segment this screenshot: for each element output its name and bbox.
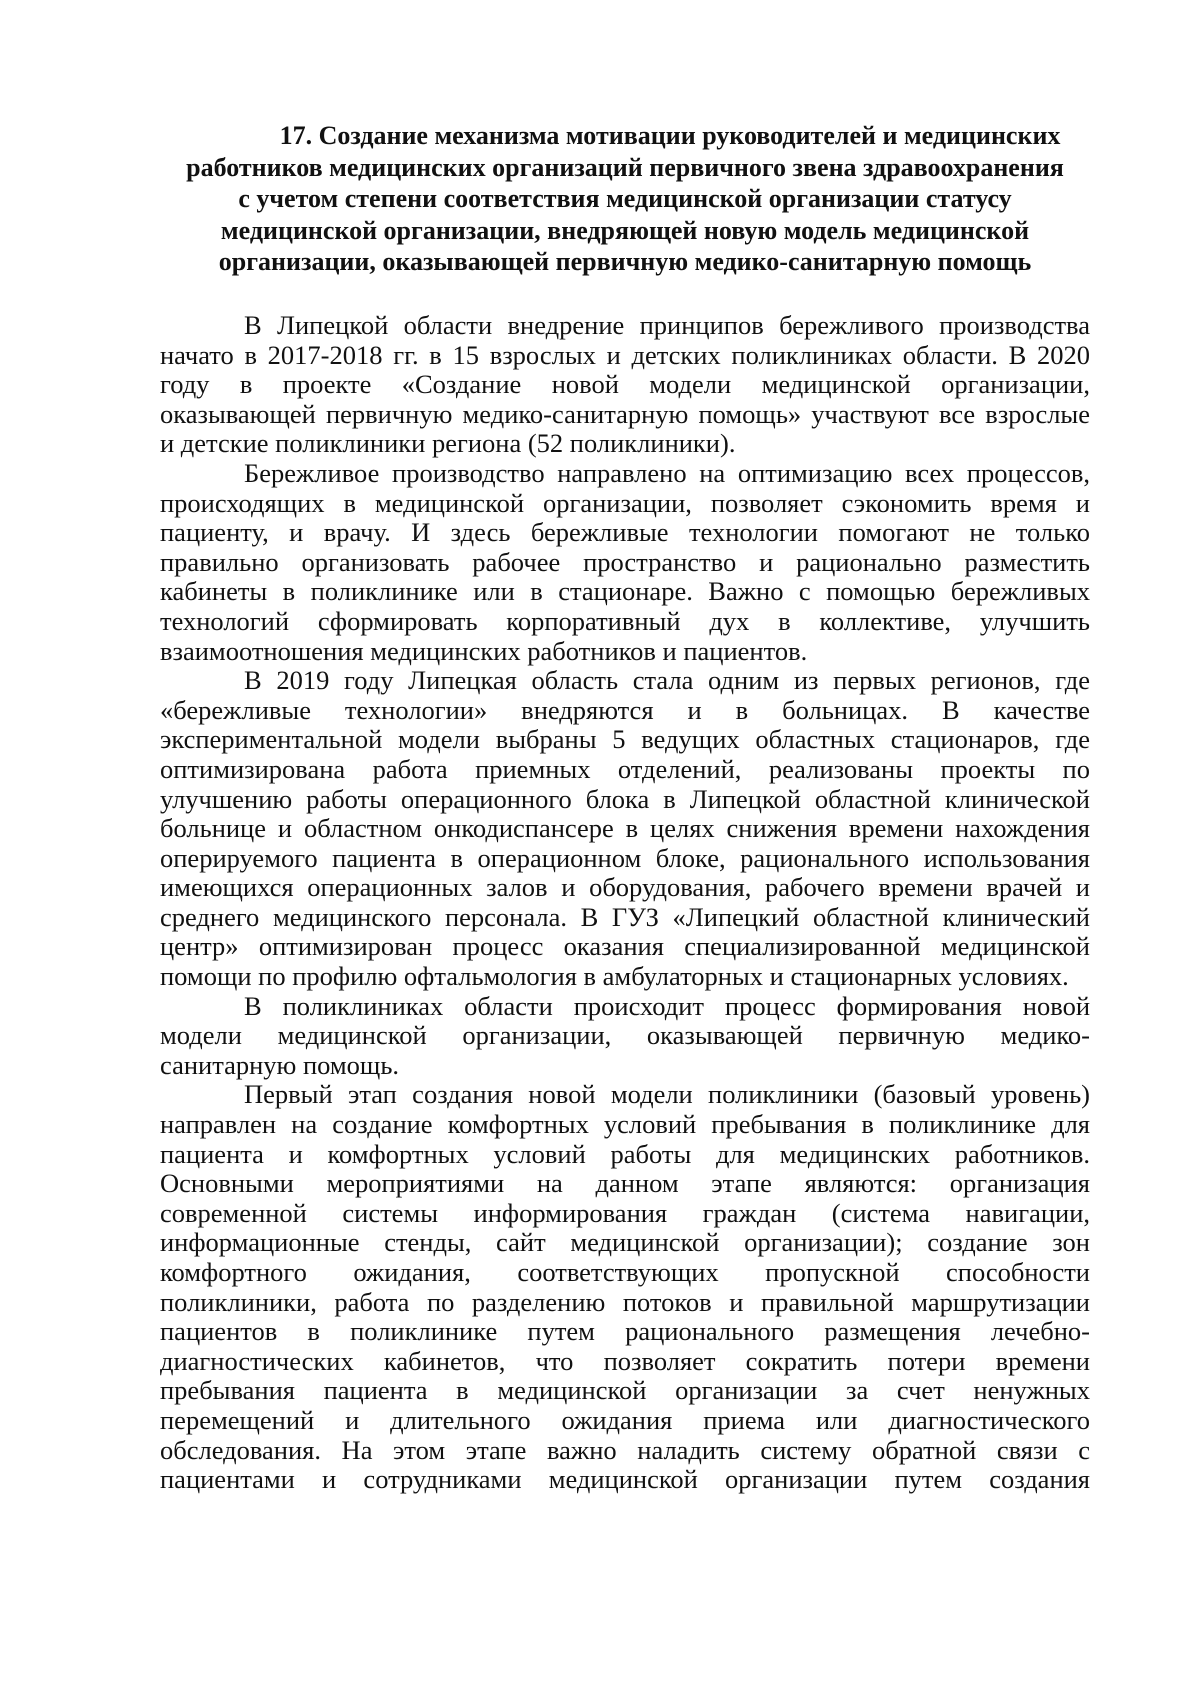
paragraph-line: центр» оптимизирован процесс оказания специализированной медицинской: [160, 931, 1090, 962]
paragraph-line: В Липецкой области внедрение принципов бережливого производства: [244, 310, 1090, 340]
heading-line: медицинской организации, внедряющей новую модель медицинской: [220, 215, 1030, 245]
paragraph-line: среднего медицинского персонала. В ГУЗ «Липецкий областной клинический: [160, 901, 1090, 932]
paragraph-line: Основными мероприятиями на данном этапе являются: организация: [160, 1168, 1090, 1199]
paragraph-line: оптимизирована работа приемных отделений, реализованы проекты по: [160, 753, 1090, 784]
paragraph-line: пациентов в поликлинике путем рационального размещения лечебно-: [160, 1316, 1090, 1347]
body-paragraph: [160, 992, 1090, 1081]
paragraph-line: взаимоотношения медицинских работников и пациентов.: [160, 635, 808, 666]
heading-line: 17. Создание механизма мотивации руководителей и медицинских: [279, 121, 1061, 150]
paragraph-line: пациента и комфортных условий работы для медицинских работников.: [160, 1138, 1090, 1169]
paragraph-line: пациенту, и врачу. И здесь бережливые технологии помогают не только: [160, 517, 1090, 548]
paragraph-line: помощи по профилю офтальмология в амбулаторных и стационарных условиях.: [160, 961, 1069, 992]
paragraph-line: оказывающей первичную медико-санитарную помощь» участвуют все взрослые: [160, 398, 1090, 429]
paragraph-line: больнице и областном онкодиспансере в целях снижения времени нахождения: [160, 813, 1090, 844]
paragraph-line: диагностических кабинетов, что позволяет сократить потери времени: [160, 1345, 1090, 1376]
paragraph-line: Первый этап создания новой модели поликлиники (базовый уровень): [244, 1079, 1090, 1110]
paragraph-line: технологий сформировать корпоративный дух в коллективе, улучшить: [160, 605, 1090, 636]
body-paragraph: [160, 459, 1090, 666]
paragraph-line: модели медицинской организации, оказывающей первичную медико-: [160, 1020, 1090, 1051]
paragraph-line: начато в 2017-2018 гг. в 15 взрослых и детских поликлиниках области. В 2020: [160, 339, 1090, 370]
heading-line: с учетом степени соответствия медицинской организации статусу: [238, 184, 1012, 214]
heading-line: работников медицинских организаций первичного звена здравоохранения: [186, 152, 1064, 182]
paragraph-line: оперируемого пациента в операционном блоке, рационального использования: [160, 842, 1090, 873]
paragraph-line: году в проекте «Создание новой модели медицинской организации,: [160, 369, 1090, 400]
paragraph-line: пациентами и сотрудниками медицинской организации путем создания: [160, 1464, 1090, 1495]
paragraph-line: информационные стенды, сайт медицинской организации); создание зон: [160, 1227, 1090, 1258]
section-heading: [160, 120, 1090, 278]
body-paragraph: [160, 666, 1090, 992]
document-body: [160, 311, 1090, 1495]
paragraph-line: «бережливые технологии» внедряются и в больницах. В качестве: [160, 694, 1090, 725]
paragraph-line: имеющихся операционных залов и оборудования, рабочего времени врачей и: [160, 872, 1090, 903]
heading-line: организации, оказывающей первичную медико-санитарную помощь: [218, 247, 1032, 277]
paragraph-line: происходящих в медицинской организации, позволяет сэкономить время и: [160, 487, 1090, 518]
paragraph-line: В поликлиниках области происходит процесс формирования новой: [244, 990, 1090, 1021]
paragraph-line: В 2019 году Липецкая область стала одним из первых регионов, где: [244, 665, 1090, 696]
paragraph-line: направлен на создание комфортных условий пребывания в поликлинике для: [160, 1109, 1090, 1140]
paragraph-line: и детские поликлиники региона (52 поликлиники).: [160, 428, 736, 459]
paragraph-line: поликлиники, работа по разделению потоков и правильной маршрутизации: [160, 1286, 1090, 1317]
body-paragraph: [160, 311, 1090, 459]
paragraph-line: экспериментальной модели выбраны 5 ведущих областных стационаров, где: [160, 724, 1090, 755]
paragraph-line: правильно организовать рабочее пространство и рационально разместить: [160, 546, 1090, 577]
paragraph-line: обследования. На этом этапе важно наладить систему обратной связи с: [160, 1434, 1090, 1465]
body-paragraph: [160, 1080, 1090, 1494]
paragraph-line: комфортного ожидания, соответствующих пропускной способности: [160, 1257, 1090, 1287]
paragraph-line: перемещений и длительного ожидания приема или диагностического: [160, 1404, 1090, 1435]
paragraph-line: кабинеты в поликлинике или в стационаре. Важно с помощью бережливых: [160, 576, 1090, 607]
paragraph-line: санитарную помощь.: [160, 1049, 400, 1080]
paragraph-line: современной системы информирования граждан (система навигации,: [160, 1197, 1090, 1228]
paragraph-line: Бережливое производство направлено на оптимизацию всех процессов,: [244, 457, 1090, 488]
paragraph-line: пребывания пациента в медицинской организации за счет ненужных: [160, 1375, 1090, 1406]
paragraph-line: улучшению работы операционного блока в Липецкой областной клинической: [160, 783, 1090, 814]
